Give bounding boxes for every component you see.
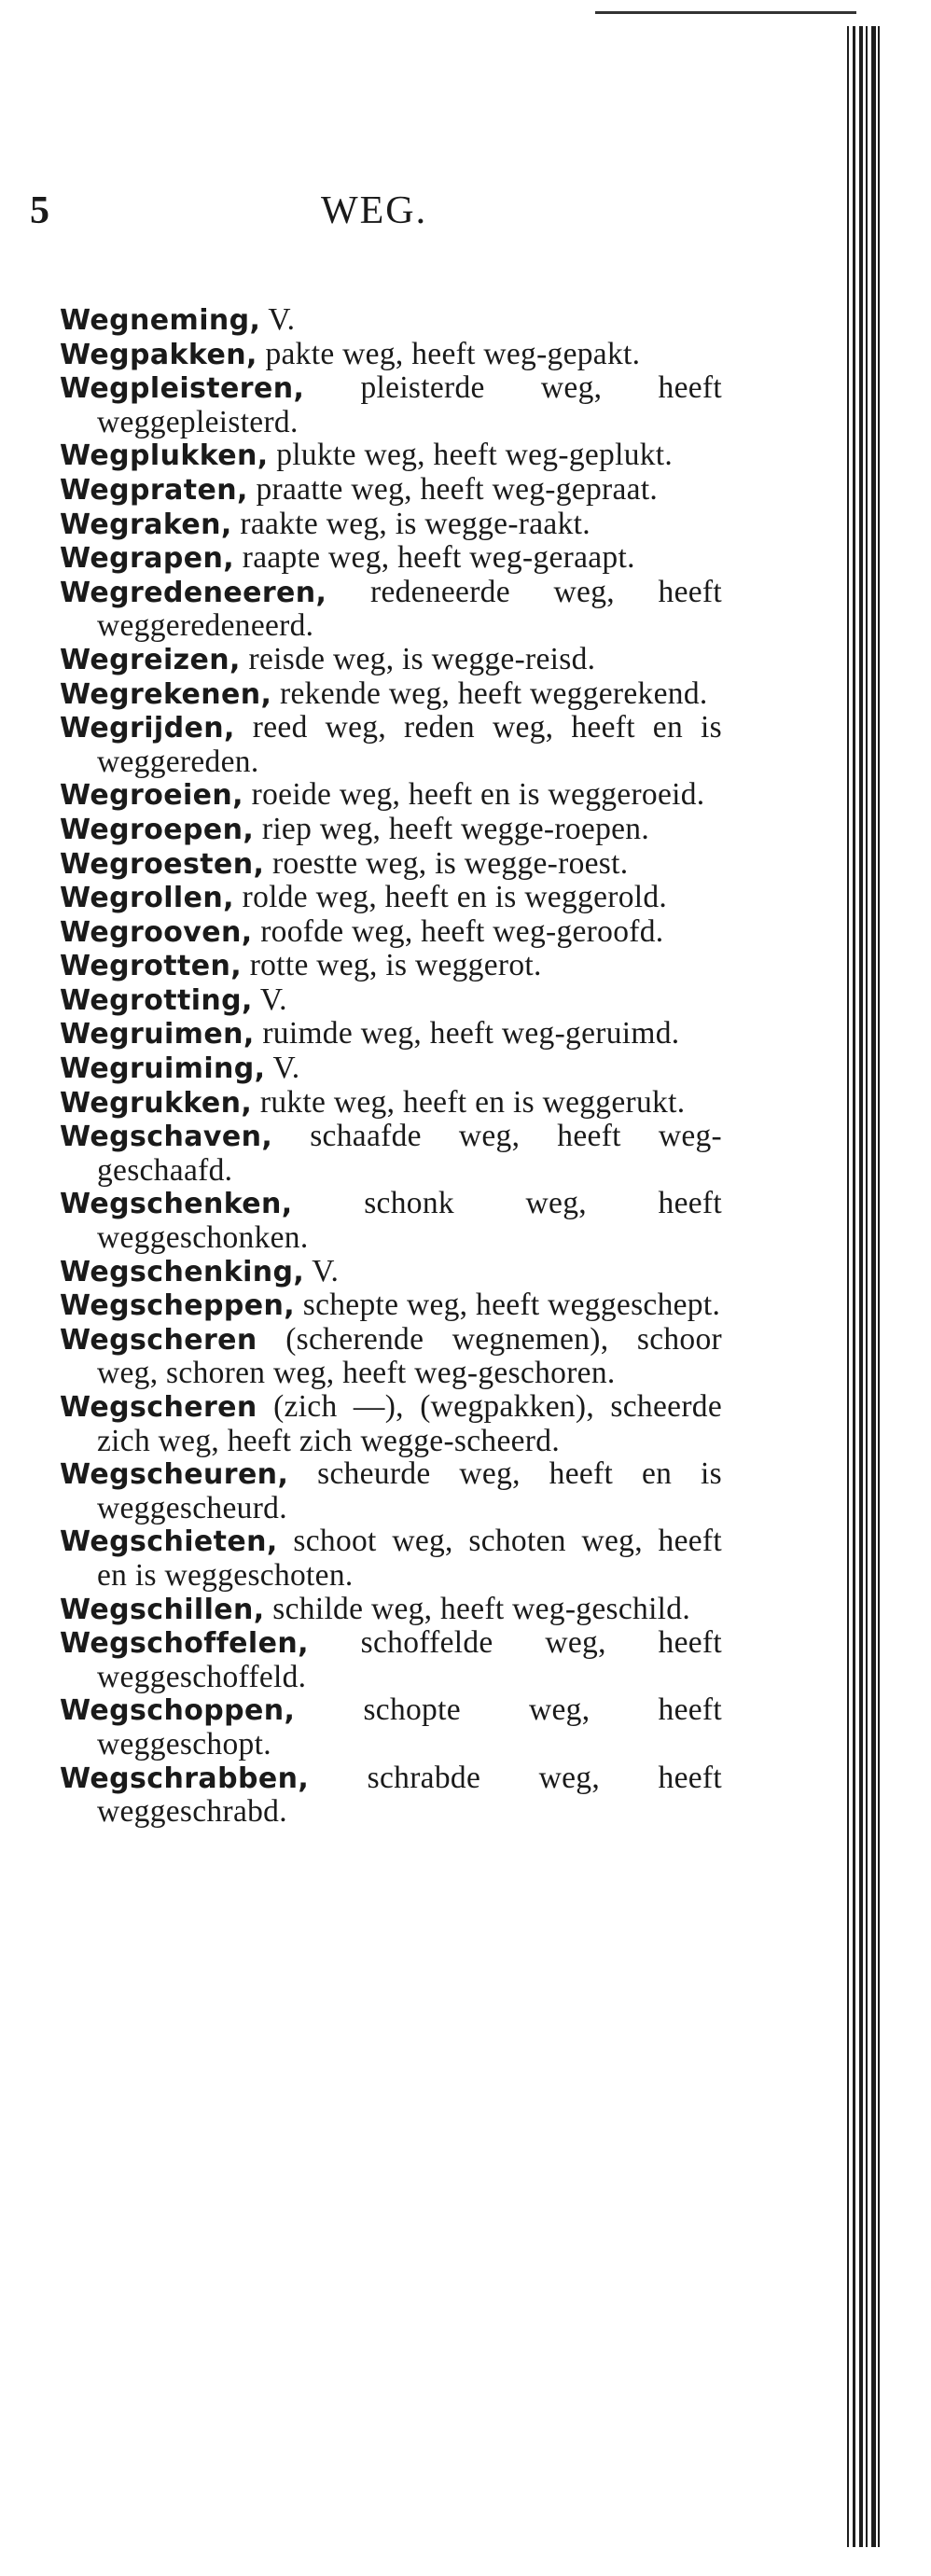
entry-headword: Wegroepen,	[60, 813, 255, 846]
entry-text: schaafde weg, heeft weg-geschaafd.	[97, 1119, 722, 1188]
entry-text: schilde weg, heeft weg-geschild.	[272, 1591, 691, 1626]
entry-text: schopte weg, heeft weggeschopt.	[97, 1692, 722, 1761]
dictionary-entry	[60, 1761, 722, 1829]
entry-text: roestte weg, is wegge-roest.	[271, 845, 629, 881]
dictionary-entry	[60, 711, 722, 778]
entry-text: praatte weg, heeft weg-gepraat.	[256, 471, 659, 507]
entry-text: scheurde weg, heeft en is weggescheurd.	[97, 1456, 722, 1525]
entry-headword: Wegroesten,	[60, 847, 265, 881]
dictionary-entry	[60, 303, 722, 338]
entry-headword: Wegrooven,	[60, 915, 253, 949]
page-heading: WEG.	[321, 189, 428, 232]
entry-headword: Wegrotten,	[60, 950, 243, 983]
dictionary-entry	[60, 541, 722, 576]
entry-text: reisde weg, is wegge-reisd.	[248, 641, 596, 676]
entry-text: rolde weg, heeft en is weggerold.	[242, 880, 668, 915]
dictionary-entry	[60, 1323, 722, 1390]
dictionary-entry	[60, 439, 722, 473]
entry-headword: Wegschoppen,	[60, 1694, 296, 1728]
dictionary-entry	[60, 508, 722, 542]
dictionary-entry	[60, 1187, 722, 1254]
dictionary-entry	[60, 778, 722, 813]
entry-headword: Wegraken,	[60, 508, 232, 541]
dictionary-entry	[60, 1457, 722, 1525]
entry-headword: Wegscheren	[60, 1323, 257, 1357]
entry-text: raapte weg, heeft weg-geraapt.	[242, 540, 635, 576]
dictionary-entry	[60, 473, 722, 508]
dictionary-entry	[60, 983, 722, 1018]
entry-headword: Wegscheppen,	[60, 1289, 296, 1323]
entry-text: pakte weg, heeft weg-gepakt.	[265, 336, 641, 371]
entry-headword: Wegruiming,	[60, 1052, 266, 1086]
entry-text: roeide weg, heeft en is weggeroeid.	[251, 777, 705, 813]
entry-headword: Wegrukken,	[60, 1086, 253, 1120]
entry-headword: Wegruimen,	[60, 1018, 255, 1051]
dictionary-entry	[60, 1017, 722, 1051]
dictionary-entry	[60, 1288, 722, 1323]
entry-text: V.	[312, 1253, 340, 1288]
entry-text: rekende weg, heeft weggerekend.	[280, 675, 708, 711]
entry-text: rukte weg, heeft en is weggerukt.	[259, 1084, 686, 1120]
dictionary-entry	[60, 1693, 722, 1761]
dictionary-entry	[60, 1120, 722, 1187]
entry-text: rotte weg, is weggerot.	[249, 948, 542, 983]
dictionary-entry	[60, 1390, 722, 1457]
page-number: 5	[30, 189, 49, 232]
binding-edge	[843, 26, 881, 2547]
entry-text: plukte weg, heeft weg-geplukt.	[276, 438, 674, 473]
entry-text: (zich —), (wegpakken), scheerde zich weg, heeft zich wegge-scheerd.	[97, 1389, 722, 1458]
entry-text: schrabde weg, heeft weggeschrabd.	[97, 1760, 722, 1830]
dictionary-entry	[60, 1086, 722, 1121]
entry-headword: Wegpakken,	[60, 338, 257, 371]
entry-headword: Wegschenken,	[60, 1188, 293, 1221]
entry-headword: Wegscheuren,	[60, 1458, 289, 1492]
dictionary-entry	[60, 677, 722, 712]
dictionary-entry	[60, 371, 722, 439]
entry-headword: Wegreizen,	[60, 643, 241, 676]
dictionary-entry	[60, 1255, 722, 1289]
dictionary-entry	[60, 338, 722, 372]
entry-text: V.	[259, 982, 287, 1017]
entry-headword: Wegschenking,	[60, 1255, 305, 1288]
dictionary-entry	[60, 915, 722, 950]
entry-headword: Wegredeneeren,	[60, 576, 327, 609]
entry-headword: Wegschieten,	[60, 1525, 278, 1559]
entry-text: roofde weg, heeft weg-geroofd.	[260, 913, 664, 949]
entry-text: ruimde weg, heeft weg-geruimd.	[262, 1016, 680, 1051]
entry-text: schepte weg, heeft weggeschept.	[302, 1288, 721, 1323]
entry-text: V.	[272, 1051, 300, 1086]
entry-headword: Wegrotting,	[60, 983, 253, 1017]
entry-headword: Wegpraten,	[60, 473, 248, 507]
entry-text: raakte weg, is wegge-raakt.	[240, 506, 591, 541]
entry-headword: Wegneming,	[60, 304, 261, 337]
page-header	[30, 191, 459, 247]
entry-text: schonk weg, heeft weggeschonken.	[97, 1186, 722, 1256]
entry-text: pleisterde weg, heeft weggepleisterd.	[97, 370, 722, 439]
dictionary-entry	[60, 576, 722, 643]
entry-text: (scherende wegnemen), schoor weg, schoren weg, heeft weg-geschoren.	[97, 1321, 722, 1391]
entry-text: riep weg, heeft wegge-roepen.	[261, 811, 650, 846]
dictionary-entry	[60, 1525, 722, 1592]
entry-headword: Wegrapen,	[60, 542, 235, 576]
dictionary-entry	[60, 643, 722, 677]
dictionary-entry	[60, 813, 722, 847]
dictionary-entry	[60, 1593, 722, 1627]
entry-headword: Wegschaven,	[60, 1121, 273, 1154]
entry-headword: Wegrollen,	[60, 882, 234, 915]
entry-headword: Wegrekenen,	[60, 677, 272, 711]
dictionary-entry	[60, 1626, 722, 1693]
entry-text: schoffelde weg, heeft weggeschoffeld.	[97, 1625, 722, 1694]
entry-headword: Wegplukken,	[60, 439, 269, 473]
entry-text: V.	[268, 302, 296, 337]
entry-headword: Wegpleisteren,	[60, 372, 305, 406]
dictionary-entry	[60, 881, 722, 915]
dictionary-entry	[60, 949, 722, 983]
entry-headword: Wegschrabben,	[60, 1761, 310, 1795]
entry-headword: Wegroeien,	[60, 779, 243, 813]
entry-text: schoot weg, schoten weg, heeft en is weggeschoten.	[97, 1524, 722, 1593]
dictionary-entry	[60, 1051, 722, 1086]
entry-headword: Wegrijden,	[60, 712, 235, 745]
entry-headword: Wegschillen,	[60, 1593, 265, 1626]
top-rule	[595, 11, 856, 14]
entry-headword: Wegschoffelen,	[60, 1627, 309, 1661]
entry-text: reed weg, reden weg, heeft en is weggereden.	[97, 710, 722, 779]
entry-headword: Wegscheren	[60, 1391, 257, 1424]
dictionary-entries	[60, 303, 722, 1829]
entry-text: redeneerde weg, heeft weggeredeneerd.	[97, 574, 722, 644]
dictionary-entry	[60, 847, 722, 882]
